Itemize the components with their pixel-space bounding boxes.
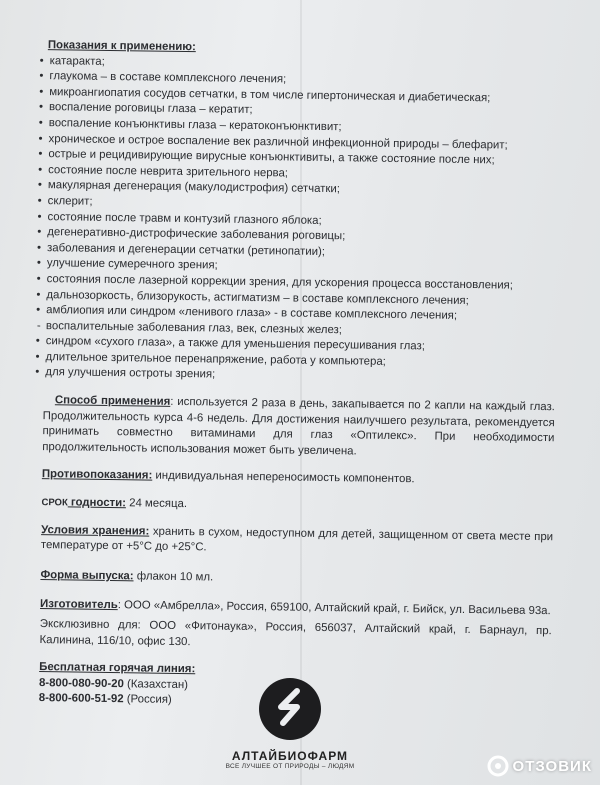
- indications-list: [35, 54, 560, 389]
- brand-tagline: ВСЕ ЛУЧШЕЕ ОТ ПРИРОДЫ – ЛЮДЯМ: [225, 763, 355, 770]
- phone-number: 8-800-080-90-20: [38, 676, 124, 691]
- exclusive-label: Эксклюзивно для:: [39, 618, 141, 632]
- leaflet-content: [31, 38, 560, 714]
- list-item: • состояния после лазерной коррекции зрения, для ускорения процесса восстановления;: [37, 272, 557, 295]
- manufacturer-text: : ООО «Амбрелла», Россия, 659100, Алтайский край, г. Бийск, ул. Васильева 93а.: [117, 599, 551, 618]
- brand-logo: [225, 676, 355, 770]
- list-item: • для улучшения остроты зрения;: [35, 365, 555, 388]
- list-item: - воспалительные заболевания глаз, век, слезных желез;: [36, 319, 556, 342]
- watermark-text: ОТЗОВИК: [512, 757, 592, 775]
- shelf-life-label: годности:: [67, 496, 127, 510]
- phone-number: 8-800-600-51-92: [38, 692, 124, 706]
- list-item: • улучшение сумеречного зрения;: [37, 256, 557, 279]
- storage-label: Условия хранения:: [41, 523, 150, 538]
- list-item: • длительное зрительное перенапряжение, работа у компьютера;: [35, 350, 555, 373]
- hotline-title: Бесплатная горячая линия:: [39, 661, 196, 676]
- list-item: • глаукома – в составе комплексного лечения;: [39, 69, 559, 92]
- list-item: • воспаление конъюнктивы глаза – кератоконъюнктивит;: [39, 116, 559, 139]
- list-item: • состояние после травм и контузий глазного яблока;: [37, 210, 557, 233]
- usage-section: [42, 393, 555, 463]
- form-text: флакон 10 мл.: [133, 570, 214, 584]
- contraindications-text: индивидуальная непереносимость компонентов.: [152, 470, 415, 486]
- brand-name: АЛТАЙБИОФАРМ: [231, 749, 349, 763]
- list-item: • состояние после неврита зрительного нерва;: [38, 163, 558, 186]
- shelf-life-section: [41, 495, 553, 518]
- otzovik-watermark: [487, 755, 592, 777]
- altaibiofarm-logo-icon: [257, 676, 323, 742]
- manufacturer-section: [40, 597, 552, 620]
- usage-text: : используется 2 раза в день, закапывается по 2 капли на каждый глаз. Продолжительность курса 4-6 недель. Для достижения наилучшего результата, рекомендуется принимать совместно витаминами для глаз «Оптилекс». При необходимости продолжительность использования может быть увеличена.: [42, 395, 555, 458]
- form-label: Форма выпуска:: [40, 568, 134, 583]
- exclusive-text: ООО «Фитонаука», Россия, 656037, Алтайский край, г. Барнаул, пр. Калинина, 116/10, офис 130.: [39, 619, 552, 648]
- list-item: • воспаление роговицы глаза – кератит;: [39, 100, 559, 123]
- shelf-life-prefix: СРОК: [41, 497, 68, 509]
- exclusive-section: [39, 617, 551, 655]
- usage-label: Способ применения: [54, 394, 171, 408]
- indications-title: Показания к применению:: [47, 39, 196, 54]
- phone-country: (Казахстан): [123, 678, 189, 691]
- storage-section: [41, 523, 553, 561]
- list-item: • дегенеративно-дистрофические заболевания роговицы;: [37, 225, 557, 248]
- list-item: • амблиопия или синдром «ленивого глаза» - в составе комплексного лечения;: [36, 303, 556, 326]
- list-item: • хроническое и острое воспаление век различной инфекционной природы – блефарит;: [38, 132, 558, 155]
- list-item: • катаракта;: [40, 54, 560, 77]
- list-item: • микроангиопатия сосудов сетчатки, в том числе гипертоническая и диабетическая;: [39, 85, 559, 108]
- manufacturer-label: Изготовитель: [40, 598, 118, 612]
- list-item: • склерит;: [38, 194, 558, 217]
- storage-text: хранить в сухом, недоступном для детей, защищенном от света месте при температуре от +5°С до +25°С.: [40, 525, 554, 554]
- list-item: • макулярная дегенерация (макулодистрофия) сетчатки;: [38, 178, 558, 201]
- list-item: • синдром «сухого глаза», а также для уменьшения пересушивания глаз;: [36, 334, 556, 357]
- contraindications-section: [42, 468, 554, 491]
- list-item: • острые и рецидивирующие вирусные конъюнктивиты, а также состояние после них;: [38, 147, 558, 170]
- form-section: [40, 568, 552, 591]
- list-item: • заболевания и дегенерации сетчатки (ретинопатии);: [37, 241, 557, 264]
- list-item: • дальнозоркость, близорукость, астигматизм – в составе комплексного лечения;: [36, 287, 556, 310]
- phone-country: (Россия): [123, 693, 172, 707]
- otzovik-logo-icon: [487, 755, 509, 777]
- contraindications-label: Противопоказания:: [41, 468, 153, 483]
- shelf-life-text: 24 месяца.: [125, 497, 188, 511]
